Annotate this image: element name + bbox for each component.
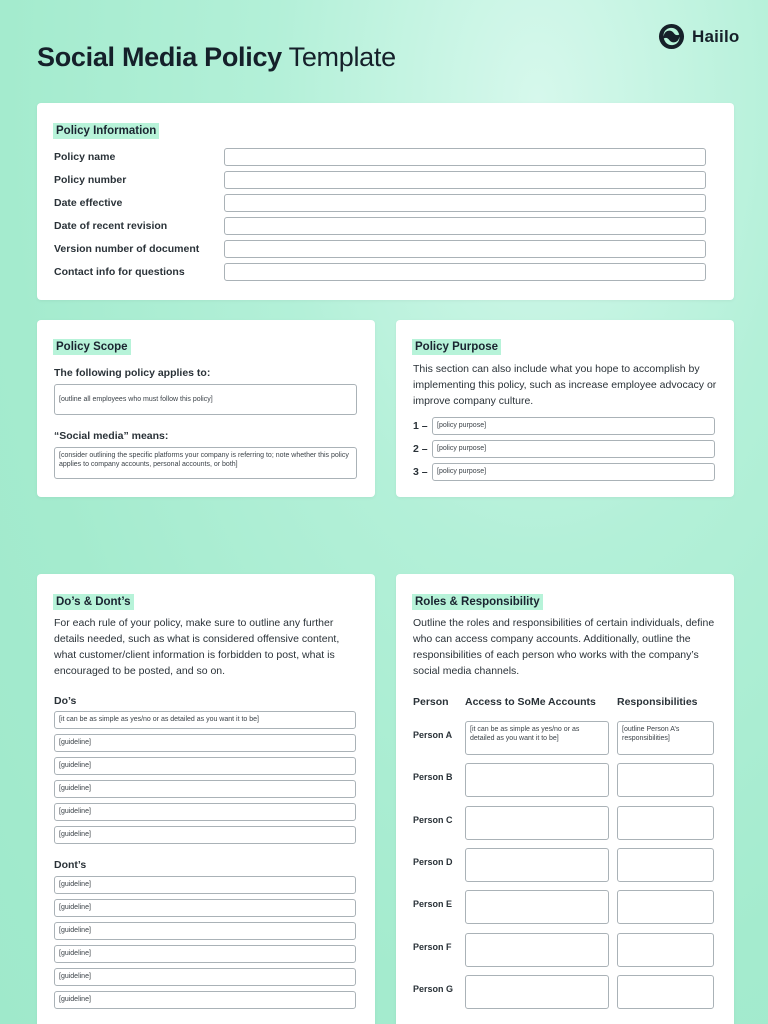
donts-input-3[interactable]: [guideline] — [54, 922, 356, 940]
responsibilities-input-b[interactable] — [617, 763, 714, 797]
purpose-input-1[interactable]: [policy purpose] — [432, 417, 715, 435]
policy-information-card — [37, 103, 734, 300]
person-label: Person C — [413, 815, 453, 825]
purpose-input-2[interactable]: [policy purpose] — [432, 440, 715, 458]
applies-to-input[interactable] — [54, 384, 357, 415]
dos-donts-heading: Do’s & Dont’s — [53, 594, 134, 610]
dos-input-1[interactable]: [it can be as simple as yes/no or as detailed as you want it to be] — [54, 711, 356, 729]
field-row-date-revision — [54, 217, 726, 235]
field-row-contact-info — [54, 263, 726, 281]
responsibilities-input-a[interactable]: [outline Person A’s responsibilities] — [617, 721, 714, 755]
applies-to-placeholder: [outline all employees who must follow this policy] — [59, 396, 213, 403]
date-revision-input[interactable] — [224, 217, 706, 235]
field-row-policy-number — [54, 171, 726, 189]
donts-input-6[interactable]: [guideline] — [54, 991, 356, 1009]
purpose-number: 3 – — [413, 466, 428, 478]
donts-input-4[interactable]: [guideline] — [54, 945, 356, 963]
policy-name-input[interactable] — [224, 148, 706, 166]
roles-heading: Roles & Responsibility — [412, 594, 543, 610]
haiilo-logo-icon — [658, 23, 685, 50]
field-row-date-effective — [54, 194, 726, 212]
social-media-means-input[interactable] — [54, 447, 357, 479]
field-label: Date effective — [54, 197, 123, 209]
policy-purpose-heading: Policy Purpose — [412, 339, 501, 355]
access-input-a[interactable]: [it can be as simple as yes/no or as detailed as you want it to be] — [465, 721, 609, 755]
dos-donts-card — [37, 574, 375, 1024]
responsibilities-input-d[interactable] — [617, 848, 714, 882]
dos-input-4[interactable]: [guideline] — [54, 780, 356, 798]
person-label: Person F — [413, 942, 452, 952]
policy-purpose-card — [396, 320, 734, 497]
field-label: Date of recent revision — [54, 220, 168, 232]
person-label: Person A — [413, 730, 453, 740]
person-label: Person E — [413, 899, 453, 909]
person-label: Person D — [413, 857, 453, 867]
dos-donts-description: For each rule of your policy, make sure to outline any further details needed, such as what is considered offensive content, what customer/client information is forbidden to post, what is encouraged to be posted, and so on. — [54, 617, 340, 677]
policy-scope-card — [37, 320, 375, 497]
purpose-input-3[interactable]: [policy purpose] — [432, 463, 715, 481]
field-label: Policy name — [54, 151, 116, 163]
person-label: Person B — [413, 772, 453, 782]
field-row-policy-name — [54, 148, 726, 166]
access-input-b[interactable] — [465, 763, 609, 797]
responsibilities-input-f[interactable] — [617, 933, 714, 967]
purpose-number: 1 – — [413, 420, 428, 432]
field-row-version-number — [54, 240, 726, 258]
column-header-access: Access to SoMe Accounts — [465, 696, 596, 708]
version-number-input[interactable] — [224, 240, 706, 258]
access-input-e[interactable] — [465, 890, 609, 924]
access-input-f[interactable] — [465, 933, 609, 967]
access-input-d[interactable] — [465, 848, 609, 882]
policy-number-input[interactable] — [224, 171, 706, 189]
donts-label: Dont’s — [54, 859, 87, 871]
field-label: Policy number — [54, 174, 127, 186]
contact-info-input[interactable] — [224, 263, 706, 281]
field-label: Contact info for questions — [54, 266, 185, 278]
page-title — [37, 42, 396, 73]
dos-input-2[interactable]: [guideline] — [54, 734, 356, 752]
brand-logo — [658, 23, 740, 50]
dos-input-5[interactable]: [guideline] — [54, 803, 356, 821]
donts-input-2[interactable]: [guideline] — [54, 899, 356, 917]
dos-input-3[interactable]: [guideline] — [54, 757, 356, 775]
responsibilities-input-g[interactable] — [617, 975, 714, 1009]
field-label: Version number of document — [54, 243, 200, 255]
access-input-g[interactable] — [465, 975, 609, 1009]
responsibilities-input-e[interactable] — [617, 890, 714, 924]
column-header-responsibilities: Responsibilities — [617, 696, 698, 708]
person-label: Person G — [413, 984, 454, 994]
access-input-c[interactable] — [465, 806, 609, 840]
title-light: Template — [288, 42, 396, 72]
title-bold: Social Media Policy — [37, 42, 282, 72]
column-header-person: Person — [413, 696, 449, 708]
policy-scope-heading: Policy Scope — [53, 339, 131, 355]
donts-input-1[interactable]: [guideline] — [54, 876, 356, 894]
applies-to-label: The following policy applies to: — [54, 367, 211, 379]
policy-information-heading: Policy Information — [53, 123, 159, 139]
date-effective-input[interactable] — [224, 194, 706, 212]
dos-input-6[interactable]: [guideline] — [54, 826, 356, 844]
dos-label: Do’s — [54, 695, 77, 707]
social-media-means-label: “Social media” means: — [54, 430, 169, 442]
purpose-number: 2 – — [413, 443, 428, 455]
policy-purpose-description: This section can also include what you hope to accomplish by implementing this policy, such as increase employee advocacy or improve company culture. — [413, 363, 717, 407]
donts-input-5[interactable]: [guideline] — [54, 968, 356, 986]
social-media-means-placeholder: [consider outlining the specific platforms your company is referring to; note whether this policy applies to company accounts, personal accounts, or both] — [59, 452, 349, 468]
roles-description: Outline the roles and responsibilities of certain individuals, define who can access company accounts. Additionally, outline the responsibilities of each person who works with the company’s social media channels. — [413, 617, 715, 677]
roles-responsibility-card — [396, 574, 734, 1024]
brand-name: Haiilo — [692, 26, 740, 46]
responsibilities-input-c[interactable] — [617, 806, 714, 840]
